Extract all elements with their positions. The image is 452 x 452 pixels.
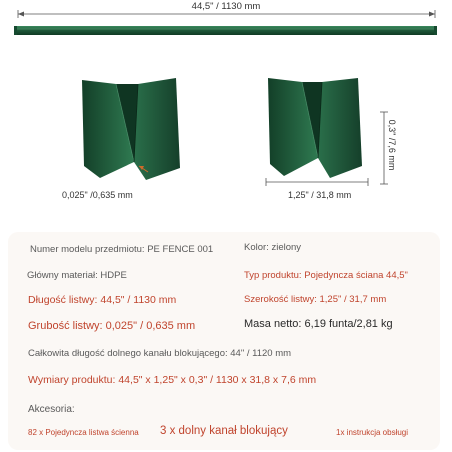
spec-net-weight: Masa netto: 6,19 funta/2,81 kg xyxy=(244,318,393,330)
accessory-bottom-channel: 3 x dolny kanał blokujący xyxy=(160,425,288,437)
width-label: 1,25" / 31,8 mm xyxy=(288,190,352,200)
spec-strip-thickness: Grubość listwy: 0,025" / 0,635 mm xyxy=(28,320,196,332)
accessory-wall-strip: 82 x Pojedyncza listwa ścienna xyxy=(28,428,139,437)
strip-profile-left xyxy=(60,70,200,185)
strip-long-view xyxy=(0,20,452,42)
accessories-title: Akcesoria: xyxy=(28,404,75,415)
spec-product-type: Typ produktu: Pojedyncza ściana 44,5" xyxy=(244,270,408,281)
spec-color: Kolor: zielony xyxy=(244,242,302,253)
spec-material: Główny materiał: HDPE xyxy=(27,270,127,281)
width-dimension-line xyxy=(262,176,372,188)
spec-product-dimensions: Wymiary produktu: 44,5" x 1,25" x 0,3" / 1130 x 31,8 x 7,6 mm xyxy=(28,374,317,386)
height-label: 0,3" /7,6 mm xyxy=(387,119,397,171)
thickness-label: 0,025" /0,635 mm xyxy=(62,190,133,200)
total-length-label: 44,5" / 1130 mm xyxy=(191,1,261,12)
strip-profile-right xyxy=(250,70,380,185)
spec-panel xyxy=(8,232,440,450)
spec-strip-length: Długość listwy: 44,5" / 1130 mm xyxy=(28,294,177,306)
spec-strip-width: Szerokość listwy: 1,25" / 31,7 mm xyxy=(244,294,387,305)
spec-channel-length: Całkowita długość dolnego kanału blokującego: 44" / 1120 mm xyxy=(28,348,292,359)
accessory-manual: 1x instrukcja obsługi xyxy=(336,428,409,437)
spec-model: Numer modelu przedmiotu: PE FENCE 001 xyxy=(30,244,214,255)
